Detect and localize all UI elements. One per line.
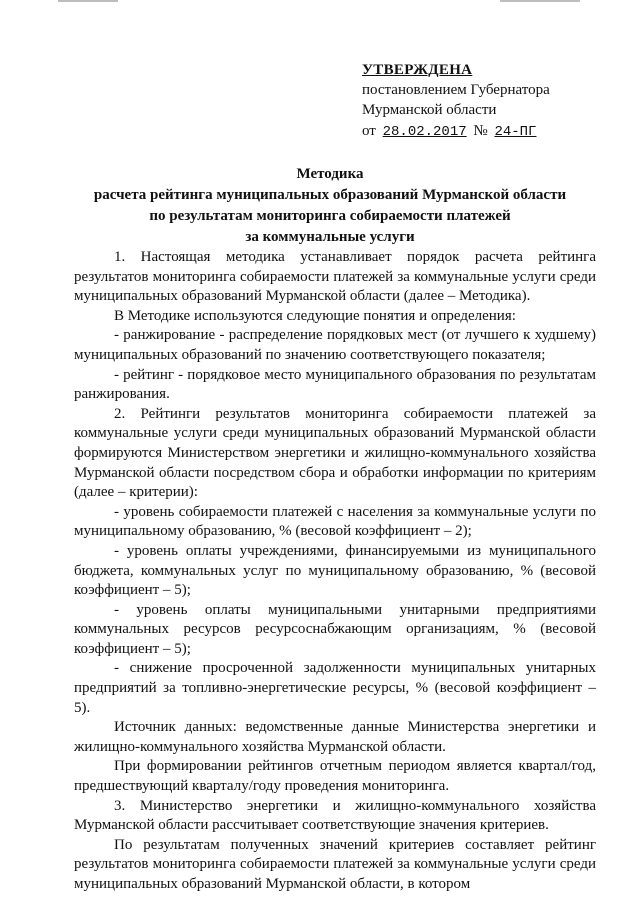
heading-line-3: по результатам мониторинга собираемости платежей	[149, 208, 511, 224]
paragraph-10: Источник данных: ведомственные данные Министерства энергетики и жилищно-коммунального хозяйства Мурманской области.	[74, 719, 596, 755]
approval-date: 28.02.2017	[382, 124, 467, 140]
heading-line-4: за коммунальные услуги	[245, 229, 415, 245]
scan-artifact-left	[58, 0, 118, 2]
paragraph-11: При формировании рейтингов отчетным периодом является квартал/год, предшествующий кварталу/году проведения мониторинга.	[74, 758, 596, 795]
paragraph-8: - уровень оплаты муниципальными унитарными предприятиями коммунальных ресурсов ресурсоснабжающим организациям, % (весовой коэффициент – 5);	[74, 601, 596, 657]
paragraph-12: 3. Министерство энергетики и жилищно-коммунального хозяйства Мурманской области рассчитывает соответствующие значения критериев.	[74, 797, 596, 834]
document-heading	[60, 164, 600, 248]
paragraph-2: В Методике используются следующие понятия и определения:	[114, 307, 516, 324]
heading-line-1: Методика	[296, 166, 364, 182]
scan-artifact-right	[500, 0, 580, 2]
paragraph-7: - уровень оплаты учреждениями, финансируемыми из муниципального бюджета, коммунальных услуг по муниципальному образованию, % (весовой коэффициент – 5);	[74, 542, 596, 599]
paragraph-6: - уровень собираемости платежей с населения за коммунальные услуги по муниципальному образованию, % (весовой коэффициент – 2);	[74, 503, 596, 540]
approval-number: 24-ПГ	[494, 124, 537, 140]
approval-date-line	[362, 121, 622, 142]
document-body	[74, 248, 596, 895]
approval-title: УТВЕРЖДЕНА	[362, 62, 473, 78]
paragraph-9: - снижение просроченной задолженности муниципальных унитарных предприятий за топливно-энергетические ресурсы, % (весовой коэффициент – 5).	[74, 660, 596, 716]
approval-line-2: Мурманской области	[362, 102, 497, 118]
paragraph-5: 2. Рейтинги результатов мониторинга собираемости платежей за коммунальные услуги среди муниципальных образований Мурманской области формируются Министерством энергетики и жилищно-коммунального хозяйства Мурманской области посредством сбора и обработки информации по критериям (далее – критерии):	[74, 405, 596, 501]
approval-line-1: постановлением Губернатора	[362, 82, 550, 98]
paragraph-3: - ранжирование - распределение порядковых мест (от лучшего к худшему) муниципальных образований по значению соответствующего показателя;	[74, 327, 596, 363]
number-prefix: №	[473, 123, 488, 139]
approval-block	[362, 60, 622, 142]
paragraph-4: - рейтинг - порядковое место муниципального образования по результатам ранжирования.	[74, 366, 596, 403]
heading-line-2: расчета рейтинга муниципальных образований Мурманской области	[93, 187, 567, 203]
paragraph-1: 1. Настоящая методика устанавливает порядок расчета рейтинга результатов мониторинга собираемости платежей за коммунальные услуги среди муниципальных образований Мурманской области (далее – Методика).	[74, 249, 596, 305]
date-prefix: от	[362, 123, 376, 139]
paragraph-13: По результатам полученных значений критериев составляет рейтинг результатов мониторинга собираемости платежей за коммунальные услуги среди муниципальных образований Мурманской области, в котором	[74, 836, 596, 892]
